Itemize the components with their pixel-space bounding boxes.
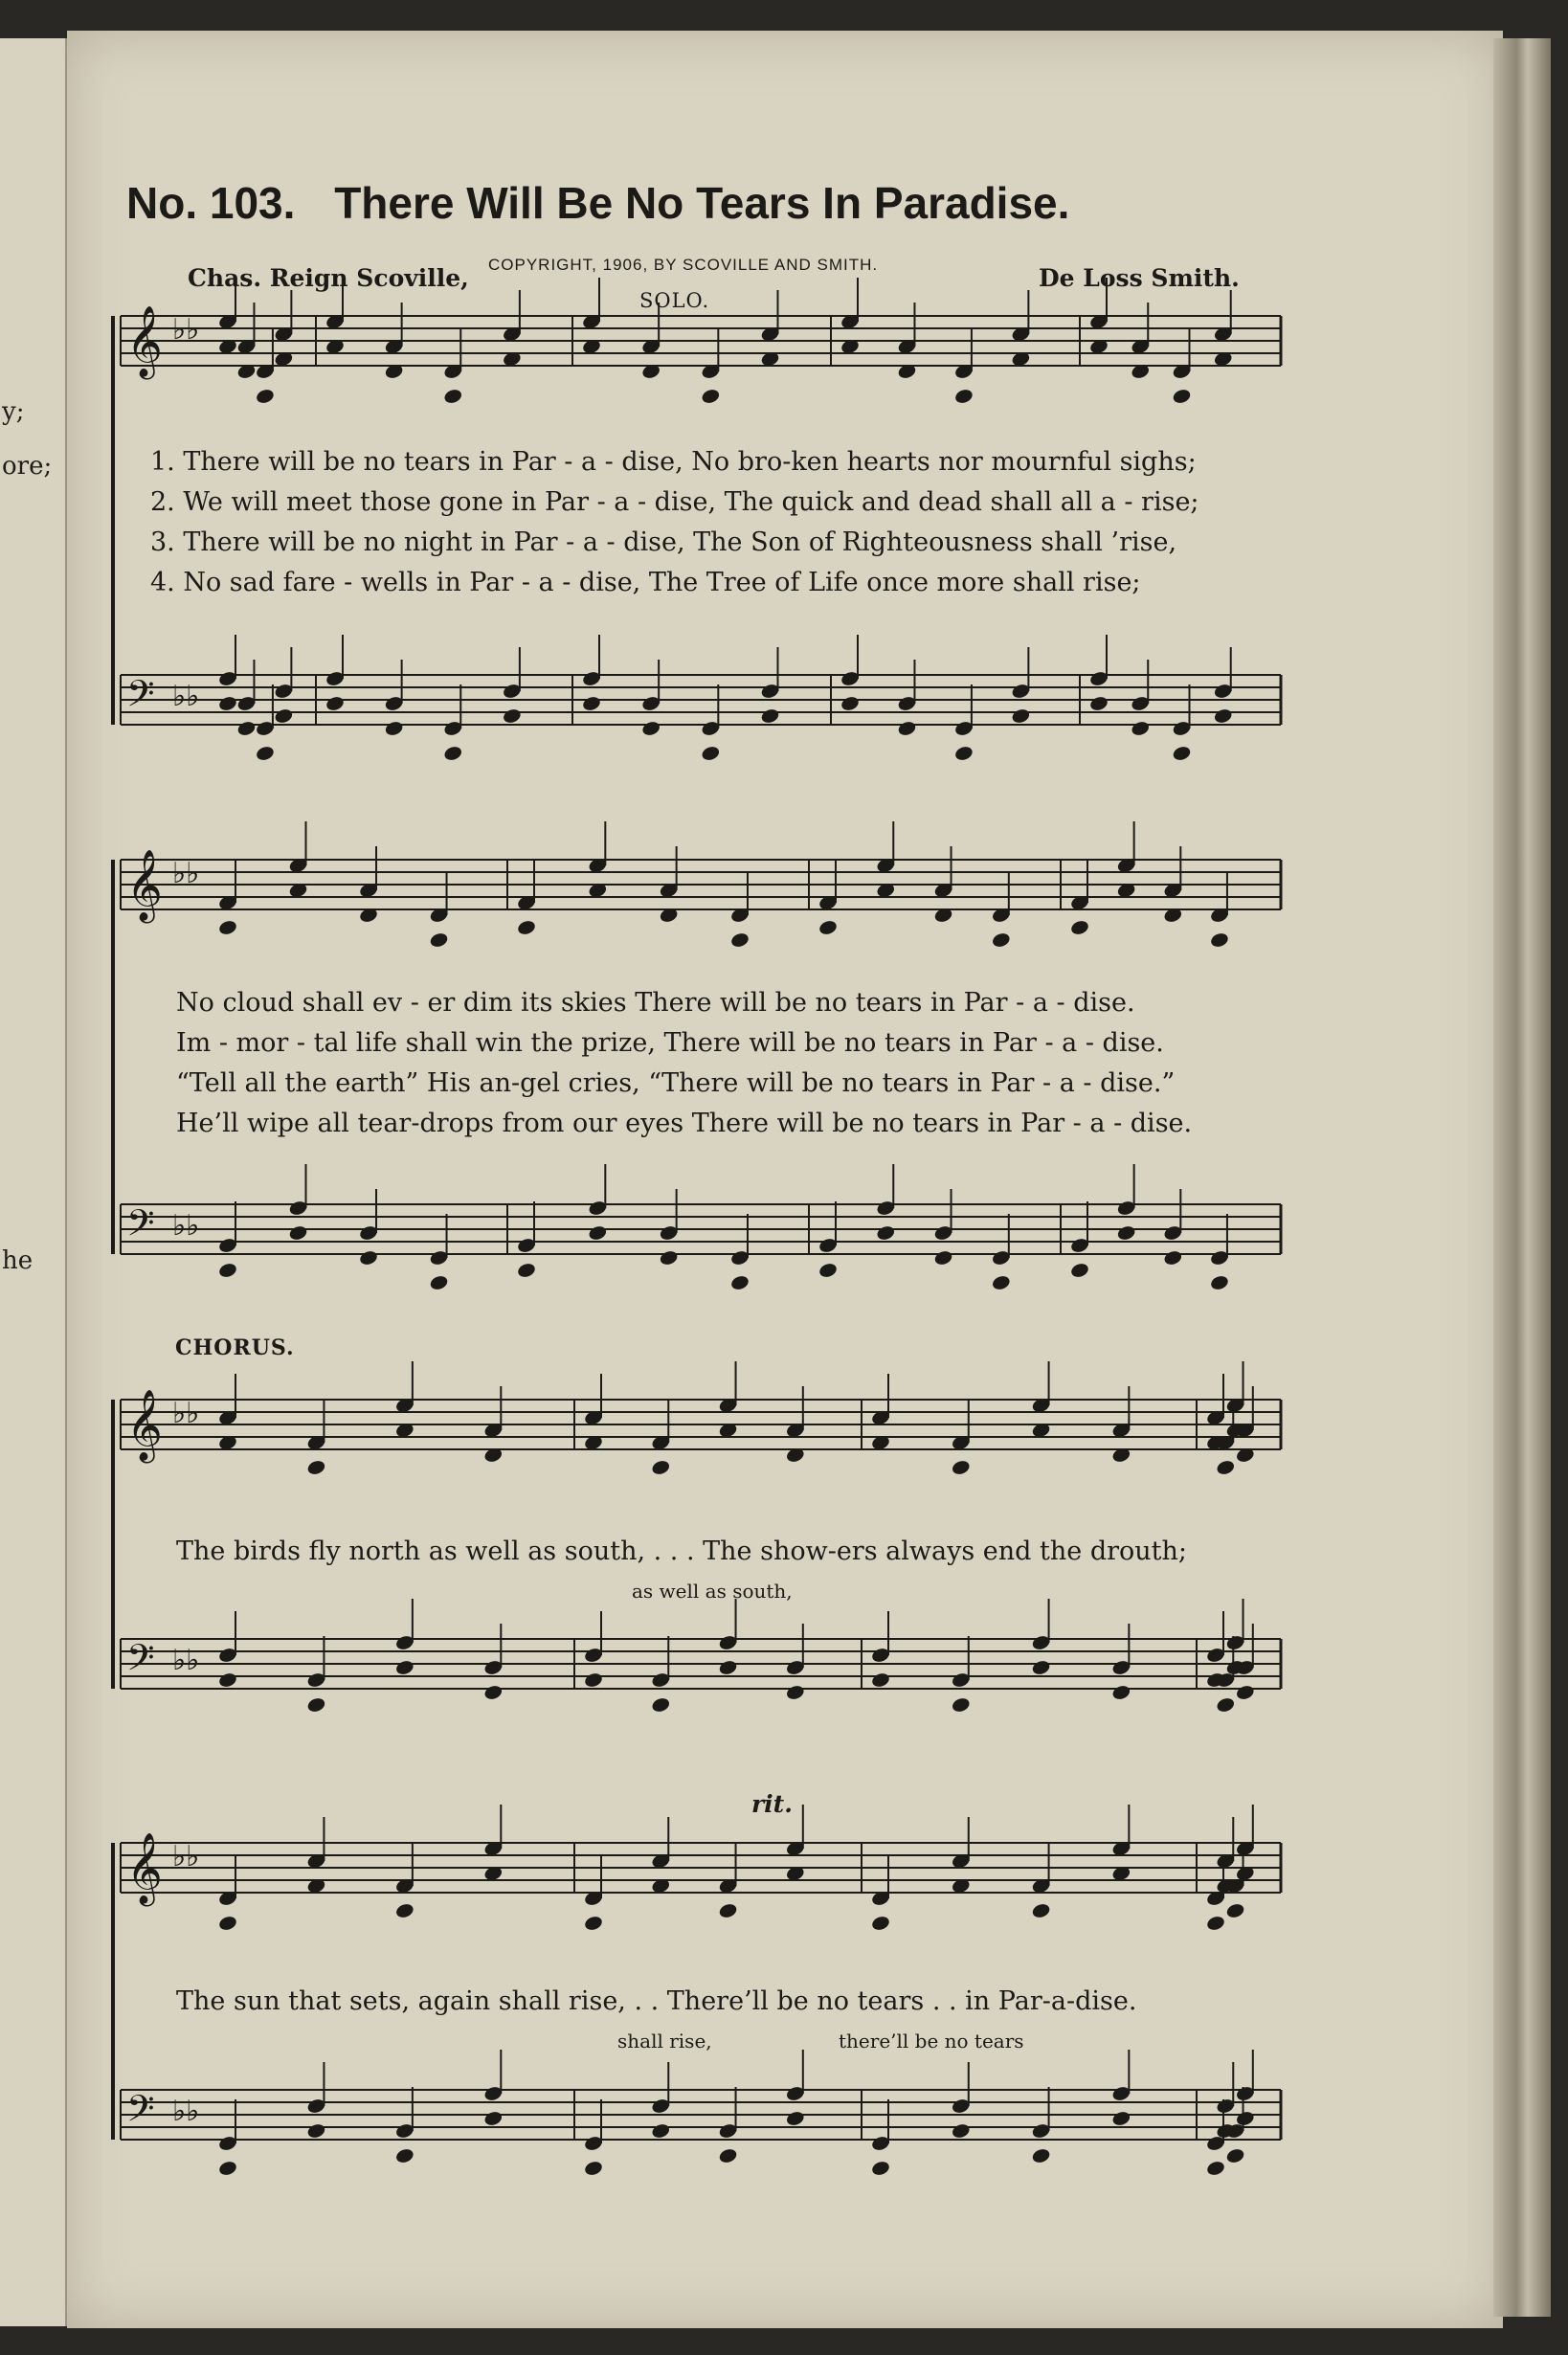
- note-head: [502, 707, 522, 725]
- note-head: [760, 707, 780, 725]
- treble-clef: 𝄞: [126, 850, 163, 921]
- note-head: [818, 919, 838, 936]
- key-signature: ♭♭: [172, 680, 200, 713]
- treble-clef: 𝄞: [126, 1833, 163, 1904]
- note-head: [1205, 1915, 1225, 1932]
- facing-page-fragment: y;: [2, 397, 25, 426]
- note-head: [429, 931, 449, 949]
- note-head: [581, 695, 601, 712]
- note-head: [306, 1696, 326, 1714]
- note-head: [701, 388, 721, 405]
- note-head: [429, 1274, 449, 1291]
- note-head: [255, 388, 275, 405]
- note-head: [840, 695, 860, 712]
- note-head: [1225, 1902, 1245, 1919]
- note-head: [659, 1249, 679, 1267]
- note-head: [1069, 919, 1089, 936]
- note-head: [443, 745, 463, 762]
- note-head: [1031, 2147, 1051, 2164]
- note-head: [818, 1262, 838, 1279]
- note-head: [516, 919, 536, 936]
- note-head: [951, 2122, 971, 2140]
- note-head: [1235, 1684, 1255, 1701]
- note-head: [358, 1249, 378, 1267]
- note-head: [288, 1224, 308, 1242]
- note-head: [588, 1224, 608, 1242]
- note-head: [1213, 707, 1233, 725]
- note-head: [729, 931, 750, 949]
- note-head: [1205, 2160, 1225, 2177]
- chorus-line: The birds fly north as well as south, . . . The show-ers always end the drouth;: [176, 1536, 1187, 1566]
- note-head: [651, 1459, 671, 1476]
- facing-page-fragment: ore;: [2, 452, 53, 481]
- treble-clef: 𝄞: [126, 1390, 163, 1461]
- note-head: [933, 1249, 953, 1267]
- note-head: [718, 1659, 738, 1676]
- note-head: [1031, 1902, 1051, 1919]
- key-signature: ♭♭: [172, 313, 200, 347]
- note-head: [384, 720, 404, 737]
- note-head: [651, 2122, 671, 2140]
- note-head: [870, 2160, 890, 2177]
- verse-line: 1. There will be no tears in Par - a - dise, No bro-ken hearts nor mournful sighs;: [150, 447, 1197, 477]
- hymn-number: No. 103.: [126, 178, 296, 228]
- key-signature: ♭♭: [172, 2095, 200, 2128]
- note-head: [217, 695, 237, 712]
- note-head: [897, 720, 917, 737]
- note-head: [1209, 1274, 1229, 1291]
- note-head: [217, 2160, 237, 2177]
- note-head: [325, 695, 345, 712]
- note-head: [953, 745, 974, 762]
- key-signature: ♭♭: [172, 1397, 200, 1430]
- note-head: [1069, 1262, 1089, 1279]
- bass-clef: 𝄢: [126, 2087, 155, 2139]
- note-head: [953, 388, 974, 405]
- note-head: [718, 2147, 738, 2164]
- note-head: [1031, 1659, 1051, 1676]
- note-head: [1131, 720, 1151, 737]
- note-head: [516, 1262, 536, 1279]
- verse-line: No cloud shall ev - er dim its skies There will be no tears in Par - a - dise.: [176, 988, 1135, 1018]
- verse-line: 4. No sad fare - wells in Par - a - dise, The Tree of Life once more shall rise;: [150, 568, 1141, 597]
- composer: De Loss Smith.: [1039, 264, 1240, 292]
- note-head: [274, 707, 294, 725]
- note-head: [1111, 1684, 1131, 1701]
- note-head: [583, 1671, 603, 1689]
- note-head: [951, 1459, 971, 1476]
- note-head: [394, 2147, 414, 2164]
- tempo-marking: rit.: [751, 1790, 793, 1818]
- note-head: [217, 1671, 237, 1689]
- note-head: [991, 1274, 1011, 1291]
- note-head: [1011, 707, 1031, 725]
- lyricist: Chas. Reign Scoville,: [188, 264, 469, 292]
- note-head: [1225, 2147, 1245, 2164]
- chorus-echo: there’ll be no tears: [839, 2030, 1024, 2052]
- note-head: [870, 1671, 890, 1689]
- note-head: [1111, 2110, 1131, 2127]
- note-head: [870, 1915, 890, 1932]
- note-head: [729, 1274, 750, 1291]
- note-head: [483, 1684, 504, 1701]
- treble-clef: 𝄞: [126, 306, 163, 377]
- key-signature: ♭♭: [172, 1644, 200, 1677]
- note-head: [583, 2160, 603, 2177]
- bass-clef: 𝄢: [126, 1201, 155, 1253]
- verse-line: He’ll wipe all tear-drops from our eyes There will be no tears in Par - a - dise.: [176, 1109, 1193, 1138]
- note-head: [583, 1915, 603, 1932]
- note-head: [1172, 388, 1192, 405]
- note-head: [394, 1902, 414, 1919]
- key-signature: ♭♭: [172, 1840, 200, 1873]
- verse-line: 2. We will meet those gone in Par - a - dise, The quick and dead shall all a - rise;: [150, 487, 1199, 517]
- note-head: [217, 1262, 237, 1279]
- chorus-echo: as well as south,: [632, 1580, 793, 1603]
- note-head: [483, 2110, 504, 2127]
- note-head: [306, 1459, 326, 1476]
- note-head: [236, 720, 257, 737]
- note-head: [1163, 1249, 1183, 1267]
- note-head: [1216, 1696, 1236, 1714]
- verse-line: Im - mor - tal life shall win the prize, There will be no tears in Par - a - dise.: [176, 1028, 1164, 1058]
- verse-line: “Tell all the earth” His an-gel cries, “There will be no tears in Par - a - dise.”: [176, 1068, 1176, 1098]
- note-head: [951, 1696, 971, 1714]
- note-head: [1216, 1459, 1236, 1476]
- note-head: [1116, 1224, 1136, 1242]
- note-head: [718, 1902, 738, 1919]
- chorus-echo: shall rise,: [617, 2030, 712, 2052]
- verse-line: 3. There will be no night in Par - a - dise, The Son of Righteousness shall ’rise,: [150, 527, 1177, 557]
- section-label-chorus: CHORUS.: [175, 1335, 295, 1360]
- note-head: [443, 388, 463, 405]
- key-signature: ♭♭: [172, 857, 200, 890]
- note-head: [217, 919, 237, 936]
- section-label-solo: SOLO.: [639, 289, 710, 312]
- note-head: [394, 1659, 414, 1676]
- note-head: [217, 1915, 237, 1932]
- note-head: [785, 2110, 805, 2127]
- hymn-title: There Will Be No Tears In Paradise.: [334, 178, 1070, 228]
- chorus-line: The sun that sets, again shall rise, . . There’ll be no tears . . in Par-a-dise.: [176, 1986, 1137, 2016]
- note-head: [255, 745, 275, 762]
- key-signature: ♭♭: [172, 1209, 200, 1243]
- note-head: [785, 1684, 805, 1701]
- bass-clef: 𝄢: [126, 1636, 155, 1688]
- copyright-notice: COPYRIGHT, 1906, BY SCOVILLE AND SMITH.: [488, 256, 879, 274]
- note-head: [306, 2122, 326, 2140]
- note-head: [991, 931, 1011, 949]
- note-head: [1172, 745, 1192, 762]
- note-head: [651, 1696, 671, 1714]
- bass-clef: 𝄢: [126, 672, 155, 724]
- facing-page-fragment: he: [2, 1246, 34, 1275]
- note-head: [1088, 695, 1109, 712]
- note-head: [701, 745, 721, 762]
- note-head: [1209, 931, 1229, 949]
- note-head: [640, 720, 661, 737]
- note-head: [876, 1224, 896, 1242]
